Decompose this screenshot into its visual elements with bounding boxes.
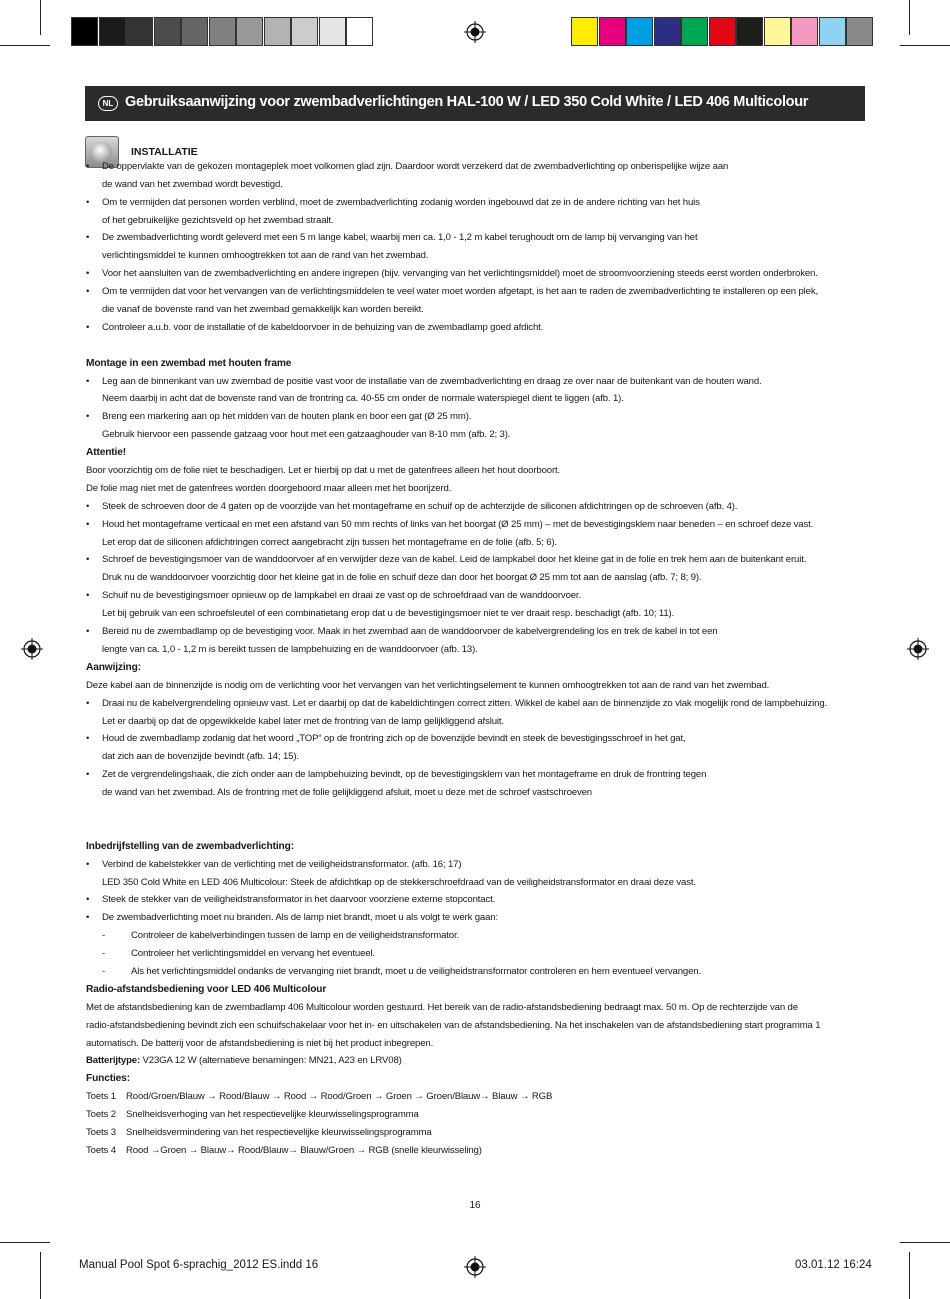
- list-item-continuation: Let bij gebruik van een schroefsleutel of een combinatietang erop dat u de bevestigingsmoer niet te ver draait resp. beschadigt (afb. 10; 11).: [102, 608, 675, 620]
- function-key-description: Rood/Groen/Blauw → Rood/Blauw → Rood → Rood/Groen → Groen → Groen/Blauw→ Blauw → RGB: [126, 1091, 553, 1103]
- page-number: 16: [469, 1200, 481, 1211]
- function-key-row: [86, 1106, 876, 1124]
- gray-swatch: [126, 17, 153, 46]
- color-swatch: [626, 17, 653, 46]
- list-item: • Om te vermijden dat voor het vervangen van de verlichtingsmiddelen te veel water moet worden afgetapt, is het aan te raden de zwembadverlichting te installeren op een plek,: [86, 283, 876, 301]
- gray-swatch: [154, 17, 181, 46]
- color-swatch: [736, 17, 763, 46]
- color-swatch: [764, 17, 791, 46]
- color-swatch: [681, 17, 708, 46]
- battery-type-label: Batterijtype:: [86, 1055, 141, 1067]
- function-key-label: Toets 2: [86, 1109, 116, 1121]
- section-heading: Radio-afstandsbediening voor LED 406 Multicolour: [86, 983, 327, 995]
- list-item-continuation: die vanaf de bovenste rand van het zwembad gemakkelijk kan worden bereikt.: [102, 304, 424, 316]
- gray-swatch: [181, 17, 208, 46]
- sub-list-item: - Controleer het verlichtingsmiddel en vervang het eventueel.: [86, 945, 876, 963]
- list-item: • Om te vermijden dat personen worden verblind, moet de zwembadverlichting zodanig worden ingebouwd dat ze in de andere richting van het huis: [86, 194, 876, 212]
- gray-swatch: [346, 17, 373, 46]
- section-title-installatie: INSTALLATIE: [131, 146, 198, 158]
- paragraph-line: Deze kabel aan de binnenzijde is nodig om de verlichting voor het vervangen van het verlichtingselement te kunnen omhoogtrekken tot aan de rand van het zwembad.: [86, 679, 770, 691]
- color-swatch: [846, 17, 873, 46]
- list-item: • Houd het montageframe verticaal en met een afstand van 50 mm rechts of links van het boorgat (Ø 25 mm) – met de bevestigingsklem naar beneden – en schroef deze vast.: [86, 516, 876, 534]
- color-swatch: [599, 17, 626, 46]
- list-item: • De zwembadverlichting wordt geleverd met een 5 m lange kabel, waarbij men ca. 1,0 - 1,2 m kabel terughoudt om de lamp bij vervanging van het: [86, 229, 876, 247]
- gray-swatch: [209, 17, 236, 46]
- paragraph-line: Met de afstandsbediening kan de zwembadlamp 406 Multicolour worden gestuurd. Het bereik van de radio-afstandsbediening bedraagt max. 50 m. Op de rechterzijde van de: [86, 1001, 798, 1013]
- list-item-continuation: of het gebruikelijke gezichtsveld op het zwembad straalt.: [102, 214, 334, 226]
- function-key-label: Toets 1: [86, 1091, 116, 1103]
- paragraph-line: radio-afstandsbediening bevindt zich een schuifschakelaar voor het in- en uitschakelen van de afstandsbediening. Na het inschakelen van de afstandsbediening start programma 1: [86, 1019, 821, 1031]
- function-key-description: Snelheidsvermindering van het respectievelijke kleurwisselingsprogramma: [126, 1126, 432, 1138]
- registration-mark-icon: [907, 638, 929, 660]
- crop-mark: [0, 1242, 50, 1243]
- spacer: [86, 337, 876, 355]
- list-item: • Schuif nu de bevestigingsmoer opnieuw op de lampkabel en draai ze vast op de schroefdraad van de wanddoorvoer.: [86, 587, 876, 605]
- paragraph-line: automatisch. De batterij voor de afstandsbediening is niet bij het product inbegrepen.: [86, 1037, 434, 1049]
- list-item-continuation: lengte van ca. 1,0 - 1,2 m is bereikt tussen de lampbehuizing en de wanddoorvoer (afb. 13).: [102, 643, 478, 655]
- color-swatch: [709, 17, 736, 46]
- crop-mark: [40, 1252, 41, 1299]
- list-item-continuation: Gebruik hiervoor een passende gatzaag voor hout met een gatzaaghouder van 8-10 mm (afb. 2; 3).: [102, 429, 511, 441]
- registration-mark-icon: [21, 638, 43, 660]
- gray-swatch: [264, 17, 291, 46]
- function-key-label: Toets 4: [86, 1144, 116, 1156]
- crop-mark: [909, 1252, 910, 1299]
- list-item-continuation: de wand van het zwembad. Als de frontring met de folie gelijkliggend afsluit, moet u deze met de schroef vastschroeven: [102, 787, 592, 799]
- list-item: • Leg aan de binnenkant van uw zwembad de positie vast voor de installatie van de zwembadverlichting en draag ze over naar de buitenkant van de houten wand.: [86, 373, 876, 391]
- spacer: [86, 802, 876, 820]
- paragraph-line: De folie mag niet met de gatenfrees worden doorgeboord maar alleen met het boorijzerd.: [86, 482, 452, 494]
- list-item: • Schroef de bevestigingsmoer van de wanddoorvoer af en verwijder deze van de kabel. Leid de lampkabel door het kleine gat in de folie en trek hem aan de buitenkant eruit.: [86, 551, 876, 569]
- registration-mark-icon: [464, 21, 486, 43]
- list-item-continuation: Neem daarbij in acht dat de bovenste rand van de frontring ca. 40-55 cm onder de normale waterspiegel dient te liggen (afb. 1).: [102, 393, 624, 405]
- crop-mark: [900, 45, 950, 46]
- manual-body: [86, 140, 876, 1160]
- list-item-continuation: Let erop dat de siliconen afdichtringen correct aangebracht zijn tussen het montageframe en de folie (afb. 5; 6).: [102, 536, 558, 548]
- color-swatch: [791, 17, 818, 46]
- battery-type-value: V23GA 12 W (alternatieve benamingen: MN21, A23 en LRV08): [140, 1055, 402, 1067]
- list-item: • Verbind de kabelstekker van de verlichting met de veiligheidstransformator. (afb. 16; 17): [86, 856, 876, 874]
- color-swatch: [571, 17, 598, 46]
- function-key-description: Rood →Groen → Blauw→ Rood/Blauw→ Blauw/Groen → RGB (snelle kleurwisseling): [126, 1144, 482, 1156]
- list-item-continuation: LED 350 Cold White en LED 406 Multicolour: Steek de afdichtkap op de stekkerschroefdraad van de veiligheidstransformator en draai deze vast.: [102, 876, 696, 888]
- list-item: • Houd de zwembadlamp zodanig dat het woord „TOP“ op de frontring zich op de bovenzijde bevindt en steek de bevestigingsschroef in het gat,: [86, 730, 876, 748]
- function-key-label: Toets 3: [86, 1126, 116, 1138]
- list-item-continuation: dat zich aan de bovenzijde bevindt (afb. 14; 15).: [102, 751, 299, 763]
- list-item-continuation: de wand van het zwembad wordt bevestigd.: [102, 178, 283, 190]
- list-item: • Zet de vergrendelingshaak, die zich onder aan de lampbehuizing bevindt, op de bevestigingsklem van het montageframe en druk de frontring tegen: [86, 766, 876, 784]
- list-item: • Steek de stekker van de veiligheidstransformator in het daarvoor voorziene externe stopcontact.: [86, 891, 876, 909]
- list-item: • Draai nu de kabelvergrendeling opnieuw vast. Let er daarbij op dat de kabeldichtingen correct zitten. Wikkel de kabel aan de binnenzijde zo vlak mogelijk rond de lampbehuizing.: [86, 695, 876, 713]
- gray-swatch: [236, 17, 263, 46]
- installatie-list: [86, 158, 876, 337]
- list-item: • Controleer a.u.b. voor de installatie of de kabeldoorvoer in de behuizing van de zwembadlamp goed afdicht.: [86, 319, 876, 337]
- battery-type-line: [86, 1052, 876, 1070]
- crop-mark: [0, 45, 50, 46]
- registration-mark-icon: [464, 1256, 486, 1278]
- color-swatch: [654, 17, 681, 46]
- spacer: [86, 820, 876, 838]
- function-key-row: [86, 1088, 876, 1106]
- section-heading: Functies:: [86, 1073, 130, 1085]
- gray-swatch: [99, 17, 126, 46]
- sub-list-item: - Als het verlichtingsmiddel ondanks de vervanging niet brandt, moet u de veiligheidstransformator controleren en hem eventueel vervangen.: [86, 963, 876, 981]
- footer-timestamp: 03.01.12 16:24: [795, 1259, 872, 1271]
- function-key-row: [86, 1124, 876, 1142]
- color-swatch: [819, 17, 846, 46]
- list-item: • De zwembadverlichting moet nu branden. Als de lamp niet brandt, moet u als volgt te werk gaan:: [86, 909, 876, 927]
- section-header-bar: [85, 86, 865, 121]
- instructions-body: [86, 337, 876, 1160]
- section-heading: Aanwijzing:: [86, 661, 141, 673]
- list-item: • De oppervlakte van de gekozen montageplek moet volkomen glad zijn. Daardoor wordt verzekerd dat de zwembadverlichting op onberispelijke wijze aan: [86, 158, 876, 176]
- sub-list-item: - Controleer de kabelverbindingen tussen de lamp en de veiligheidstransformator.: [86, 927, 876, 945]
- list-item-continuation: verlichtingsmiddel te kunnen omhoogtrekken tot aan de rand van het zwembad.: [102, 250, 429, 262]
- page-title: Gebruiksaanwijzing voor zwembadverlichtingen HAL-100 W / LED 350 Cold White / LED 406 Multicolour: [125, 94, 809, 110]
- list-item-continuation: Let er daarbij op dat de opgewikkelde kabel later met de frontring van de lamp gelijkliggend afsluit.: [102, 715, 504, 727]
- list-item: • Voor het aansluiten van de zwembadverlichting en andere ingrepen (bijv. vervanging van het verlichtingsmiddel) moet de stroomvoorziening steeds eerst worden onderbroken.: [86, 265, 876, 283]
- list-item: • Steek de schroeven door de 4 gaten op de voorzijde van het montageframe en schuif op de achterzijde de siliconen afdichtringen op de schroeven (afb. 4).: [86, 498, 876, 516]
- paragraph-line: Boor voorzichtig om de folie niet te beschadigen. Let er hierbij op dat u met de gatenfrees alleen het hout doorboort.: [86, 465, 561, 477]
- crop-mark: [909, 0, 910, 35]
- list-item: • Bereid nu de zwembadlamp op de bevestiging voor. Maak in het zwembad aan de wanddoorvoer de kabelvergrendeling los en trek de kabel in tot een: [86, 623, 876, 641]
- gray-swatch: [71, 17, 98, 46]
- crop-mark: [900, 1242, 950, 1243]
- gray-swatch: [319, 17, 346, 46]
- list-item-continuation: Druk nu de wanddoorvoer voorzichtig door het kleine gat in de folie en schuif deze dan door het boorgat Ø 25 mm tot aan de aanslag (afb. 7; 8; 9).: [102, 572, 702, 584]
- language-badge: NL: [98, 96, 118, 111]
- section-heading: Attentie!: [86, 447, 126, 459]
- function-key-row: [86, 1142, 876, 1160]
- footer-filename: Manual Pool Spot 6-sprachig_2012 ES.indd 16: [79, 1259, 319, 1271]
- function-key-description: Snelheidsverhoging van het respectievelijke kleurwisselingsprogramma: [126, 1109, 419, 1121]
- crop-mark: [40, 0, 41, 35]
- section-heading: Inbedrijfstelling van de zwembadverlichting:: [86, 840, 294, 852]
- gray-swatch: [291, 17, 318, 46]
- list-item: • Breng een markering aan op het midden van de houten plank en boor een gat (Ø 25 mm).: [86, 408, 876, 426]
- section-heading: Montage in een zwembad met houten frame: [86, 357, 292, 369]
